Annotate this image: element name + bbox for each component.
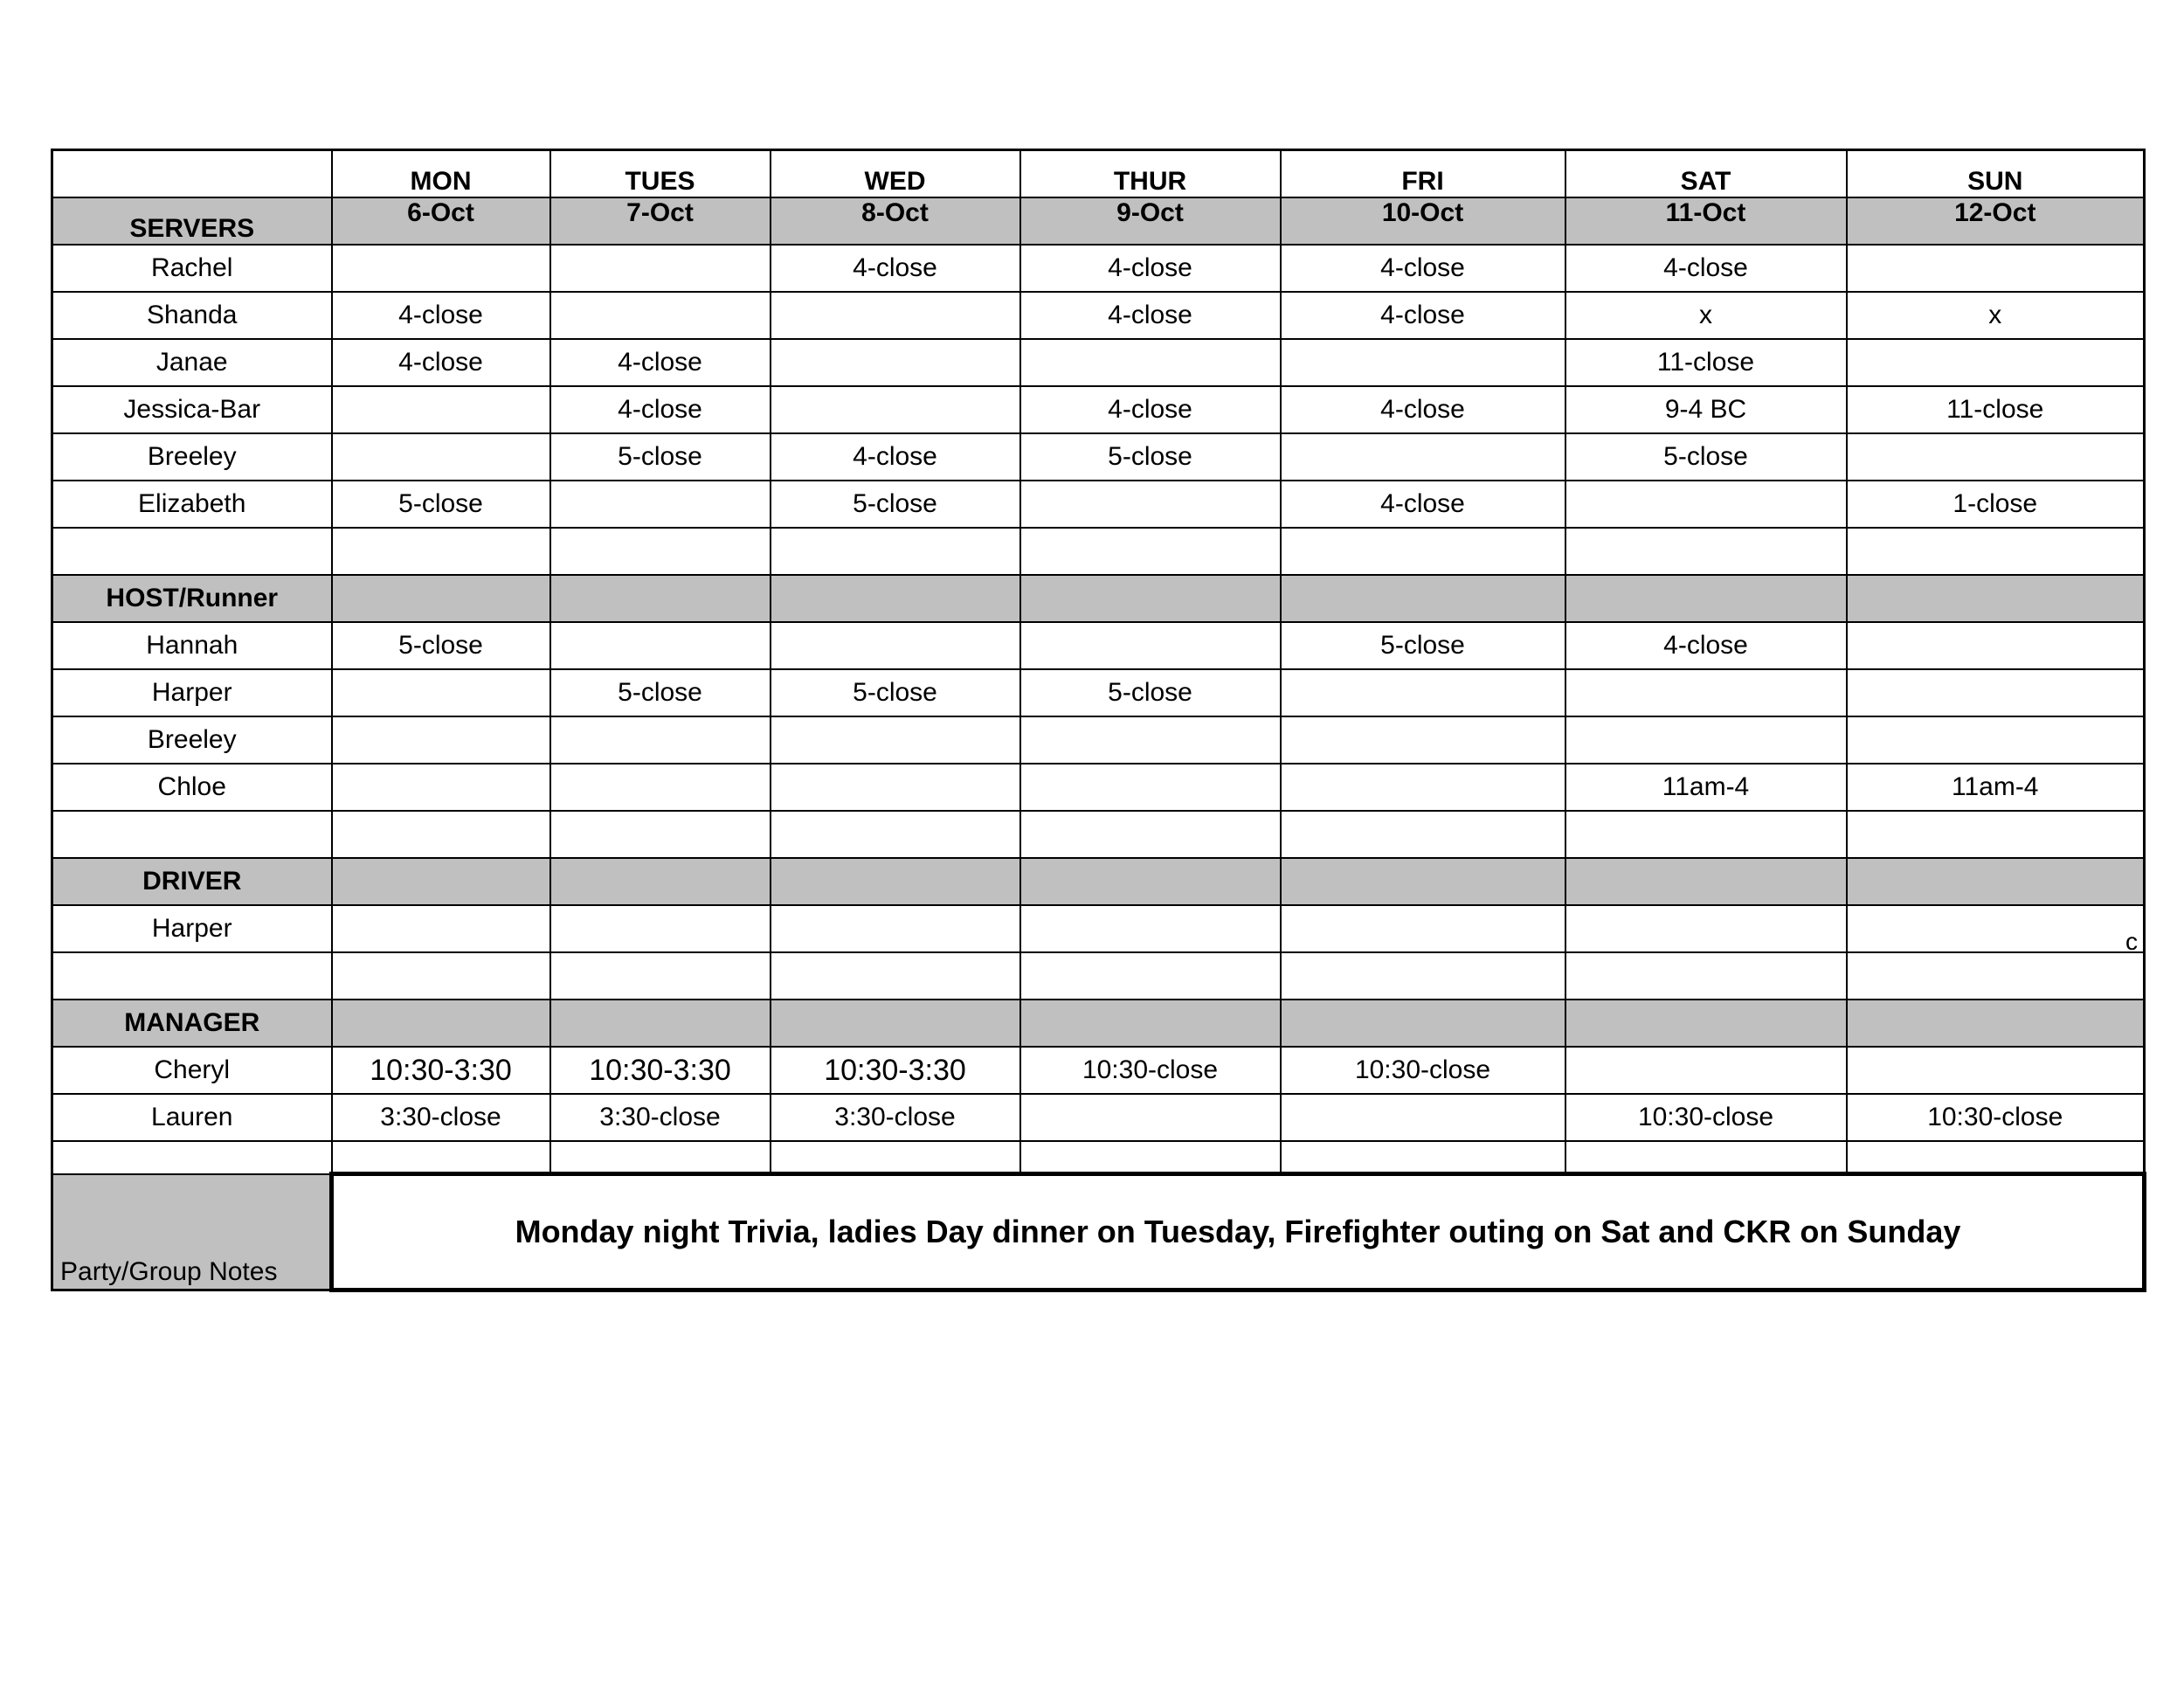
server-row	[52, 481, 2145, 528]
shift-cell	[1565, 669, 1847, 716]
notes-label: Party/Group Notes	[52, 1174, 332, 1290]
notes-row	[52, 1174, 2145, 1290]
shift-cell	[1565, 1047, 1847, 1094]
shift-cell: 5-close	[550, 669, 771, 716]
shift-cell: 5-close	[771, 669, 1020, 716]
employee-name: Rachel	[52, 245, 332, 292]
shift-cell: 4-close	[550, 386, 771, 433]
shift-cell: 5-close	[550, 433, 771, 481]
shift-cell	[332, 716, 550, 764]
blank-row	[52, 528, 2145, 575]
day-header: TUES	[550, 150, 771, 198]
date-header: 10-Oct	[1281, 197, 1565, 245]
host-row	[52, 622, 2145, 669]
host-row	[52, 669, 2145, 716]
shift-cell	[771, 622, 1020, 669]
shift-cell: 5-close	[1020, 433, 1281, 481]
shift-cell: 10:30-3:30	[332, 1047, 550, 1094]
shift-cell	[1281, 433, 1565, 481]
day-header-row	[52, 150, 2145, 198]
schedule-table	[51, 149, 2146, 1292]
shift-cell	[771, 292, 1020, 339]
shift-cell	[1281, 339, 1565, 386]
section-label: DRIVER	[52, 858, 332, 905]
shift-cell: 1-close	[1847, 481, 2145, 528]
employee-name: Harper	[52, 905, 332, 952]
day-header: SAT	[1565, 150, 1847, 198]
employee-name: Hannah	[52, 622, 332, 669]
shift-cell: 4-close	[1565, 622, 1847, 669]
shift-cell	[1847, 339, 2145, 386]
shift-cell: 4-close	[332, 339, 550, 386]
shift-cell: 3:30-close	[332, 1094, 550, 1141]
date-header: 7-Oct	[550, 197, 771, 245]
shift-cell	[550, 292, 771, 339]
shift-cell	[1281, 669, 1565, 716]
shift-cell	[1565, 716, 1847, 764]
employee-name: Harper	[52, 669, 332, 716]
shift-cell: 4-close	[771, 433, 1020, 481]
shift-cell: 4-close	[1281, 386, 1565, 433]
shift-cell	[1020, 1094, 1281, 1141]
shift-cell: 10:30-close	[1020, 1047, 1281, 1094]
date-header: 6-Oct	[332, 197, 550, 245]
shift-cell	[1847, 245, 2145, 292]
employee-name: Cheryl	[52, 1047, 332, 1094]
shift-cell	[771, 386, 1020, 433]
manager-row	[52, 1094, 2145, 1141]
shift-cell: 4-close	[771, 245, 1020, 292]
day-header: SUN	[1847, 150, 2145, 198]
shift-cell: 4-close	[1565, 245, 1847, 292]
shift-cell	[332, 669, 550, 716]
server-row	[52, 339, 2145, 386]
shift-cell	[1847, 669, 2145, 716]
server-row	[52, 292, 2145, 339]
shift-cell: 4-close	[1281, 292, 1565, 339]
shift-cell: 4-close	[550, 339, 771, 386]
shift-cell: 4-close	[1281, 481, 1565, 528]
server-row	[52, 245, 2145, 292]
section-label: MANAGER	[52, 1000, 332, 1047]
shift-cell	[550, 481, 771, 528]
shift-cell: 3:30-close	[771, 1094, 1020, 1141]
shift-cell	[1281, 764, 1565, 811]
shift-cell	[550, 905, 771, 952]
date-header: 12-Oct	[1847, 197, 2145, 245]
shift-cell: x	[1565, 292, 1847, 339]
employee-name: Breeley	[52, 716, 332, 764]
day-header: WED	[771, 150, 1020, 198]
shift-cell: 4-close	[1020, 245, 1281, 292]
shift-cell: 4-close	[1281, 245, 1565, 292]
shift-cell	[1281, 716, 1565, 764]
shift-cell: 10:30-close	[1281, 1047, 1565, 1094]
host-row	[52, 716, 2145, 764]
shift-cell: 5-close	[1565, 433, 1847, 481]
shift-cell	[550, 764, 771, 811]
day-header: THUR	[1020, 150, 1281, 198]
shift-cell	[1020, 622, 1281, 669]
shift-cell	[771, 905, 1020, 952]
shift-cell	[1847, 905, 2145, 952]
shift-cell: 4-close	[1020, 292, 1281, 339]
section-label: HOST/Runner	[52, 575, 332, 622]
host-row	[52, 764, 2145, 811]
employee-name: Elizabeth	[52, 481, 332, 528]
employee-name: Jessica-Bar	[52, 386, 332, 433]
shift-cell	[1847, 622, 2145, 669]
shift-cell	[1847, 433, 2145, 481]
corner-cell	[52, 150, 332, 198]
date-header: 11-Oct	[1565, 197, 1847, 245]
shift-cell: 11-close	[1847, 386, 2145, 433]
server-row	[52, 433, 2145, 481]
shift-cell	[771, 339, 1020, 386]
blank-row	[52, 1141, 2145, 1174]
shift-cell: 5-close	[332, 481, 550, 528]
shift-cell: 5-close	[332, 622, 550, 669]
shift-cell	[1565, 481, 1847, 528]
shift-cell	[332, 764, 550, 811]
section-header-manager	[52, 1000, 2145, 1047]
shift-cell: 9-4 BC	[1565, 386, 1847, 433]
servers-section-label: SERVERS	[52, 197, 332, 245]
date-header: 8-Oct	[771, 197, 1020, 245]
shift-cell	[1565, 905, 1847, 952]
shift-cell	[771, 716, 1020, 764]
notes-text: Monday night Trivia, ladies Day dinner on Tuesday, Firefighter outing on Sat and CKR on Sunday	[332, 1174, 2145, 1290]
shift-cell	[332, 245, 550, 292]
blank-row	[52, 811, 2145, 858]
section-header-host	[52, 575, 2145, 622]
shift-cell	[332, 386, 550, 433]
shift-cell	[550, 245, 771, 292]
shift-cell	[1281, 905, 1565, 952]
day-header: MON	[332, 150, 550, 198]
shift-cell: x	[1847, 292, 2145, 339]
shift-cell	[1020, 716, 1281, 764]
employee-name: Breeley	[52, 433, 332, 481]
stray-mark: c	[2125, 928, 2138, 955]
employee-name: Janae	[52, 339, 332, 386]
shift-cell	[332, 905, 550, 952]
shift-cell: 4-close	[332, 292, 550, 339]
shift-cell	[1020, 764, 1281, 811]
blank-row	[52, 952, 2145, 1000]
shift-cell: 4-close	[1020, 386, 1281, 433]
shift-cell	[550, 622, 771, 669]
shift-cell: 10:30-close	[1847, 1094, 2145, 1141]
shift-cell	[771, 764, 1020, 811]
shift-cell: 11-close	[1565, 339, 1847, 386]
shift-cell: 5-close	[1020, 669, 1281, 716]
employee-name: Chloe	[52, 764, 332, 811]
shift-cell: 3:30-close	[550, 1094, 771, 1141]
shift-cell: 10:30-3:30	[771, 1047, 1020, 1094]
employee-name: Shanda	[52, 292, 332, 339]
employee-name: Lauren	[52, 1094, 332, 1141]
shift-cell	[1281, 1094, 1565, 1141]
shift-cell: 10:30-close	[1565, 1094, 1847, 1141]
shift-cell	[1020, 905, 1281, 952]
date-header-row	[52, 197, 2145, 245]
day-header: FRI	[1281, 150, 1565, 198]
shift-cell: 5-close	[1281, 622, 1565, 669]
section-header-driver	[52, 858, 2145, 905]
server-row	[52, 386, 2145, 433]
date-header: 9-Oct	[1020, 197, 1281, 245]
manager-row	[52, 1047, 2145, 1094]
shift-cell	[332, 433, 550, 481]
shift-cell	[1020, 339, 1281, 386]
shift-cell	[1020, 481, 1281, 528]
shift-cell: 5-close	[771, 481, 1020, 528]
driver-row	[52, 905, 2145, 952]
shift-cell	[1847, 1047, 2145, 1094]
shift-cell: 11am-4	[1565, 764, 1847, 811]
shift-cell: 11am-4	[1847, 764, 2145, 811]
shift-cell	[1847, 716, 2145, 764]
shift-cell: 10:30-3:30	[550, 1047, 771, 1094]
shift-cell	[550, 716, 771, 764]
